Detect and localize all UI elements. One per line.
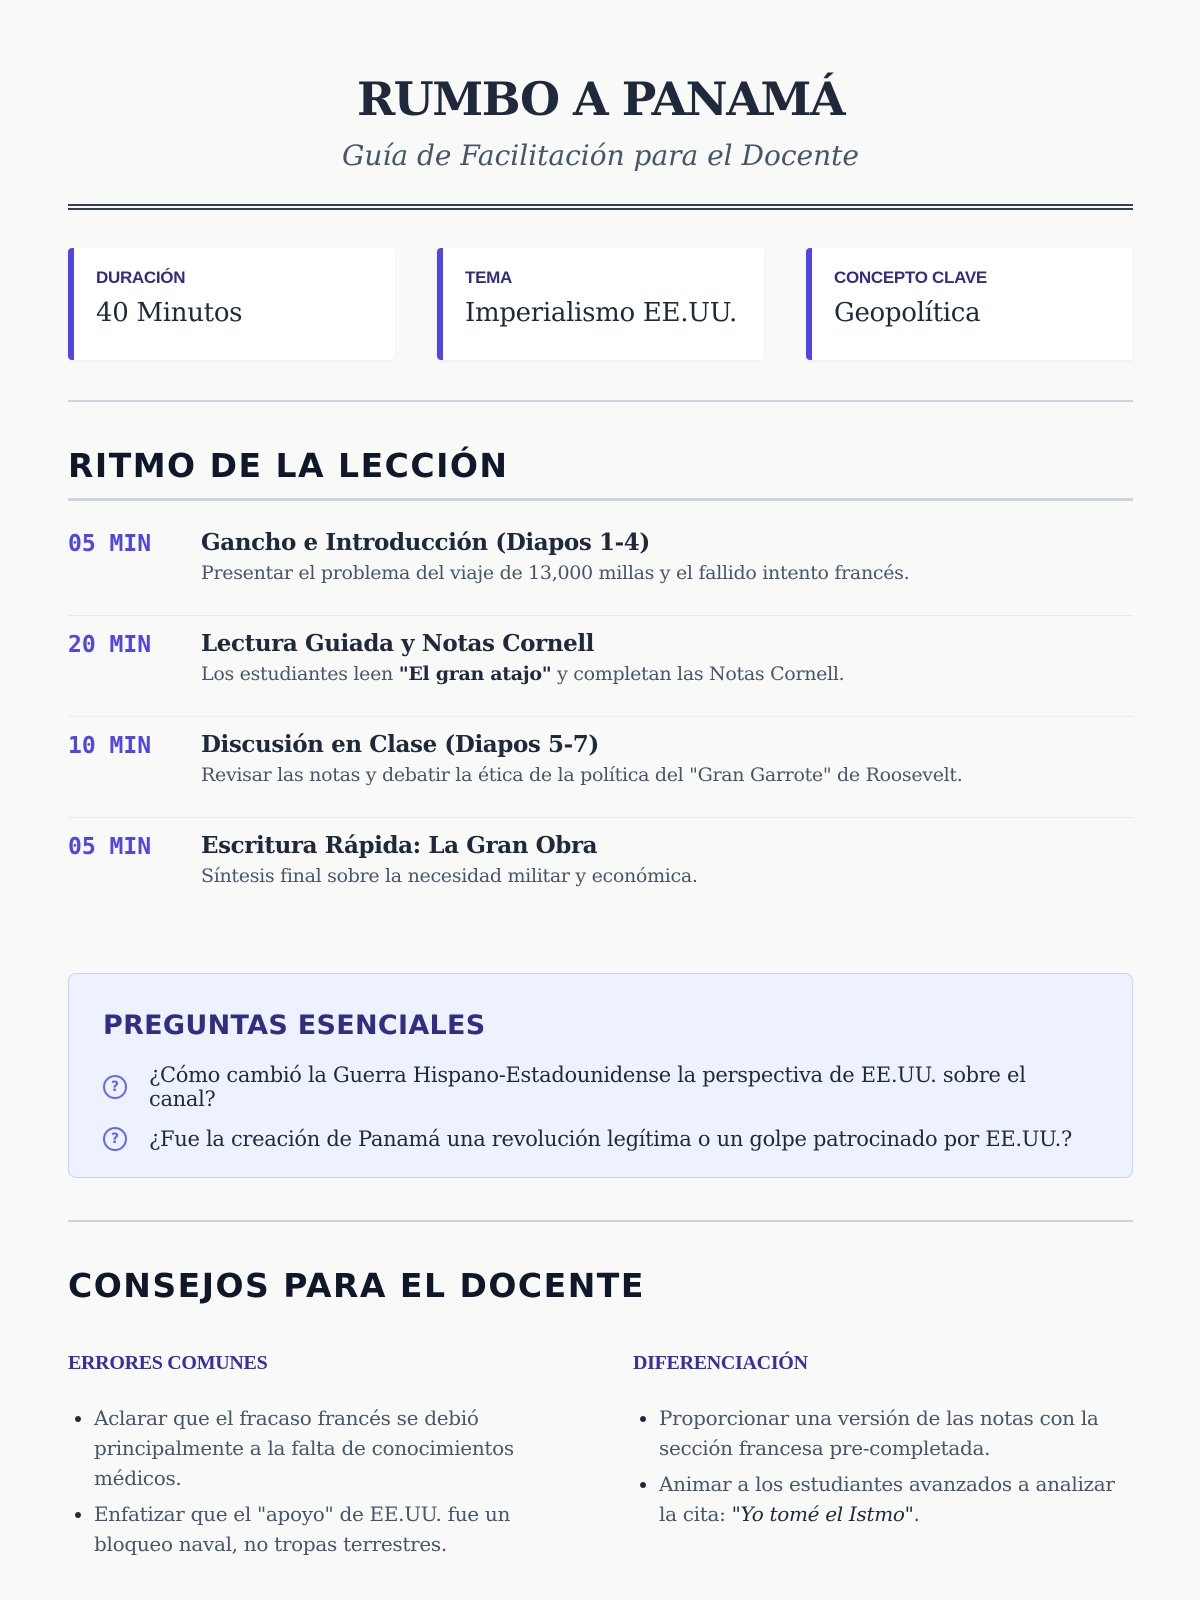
row-body (201, 529, 909, 615)
section-heading: RITMO DE LA LECCIÓN (68, 446, 509, 485)
row-title: Lectura Guiada y Notas Cornell (201, 630, 594, 657)
row-body (201, 630, 844, 716)
question-text: ¿Cómo cambió la Guerra Hispano-Estadounidense la perspectiva de EE.UU. sobre el canal? (149, 1063, 1026, 1111)
question-item (103, 1127, 1098, 1151)
column-heading: ERRORES COMUNES (68, 1352, 268, 1374)
errors-list (68, 1403, 568, 1559)
row-title: Escritura Rápida: La Gran Obra (201, 832, 598, 859)
callout-heading: PREGUNTAS ESENCIALES (103, 1010, 486, 1041)
desc-bold-title: "El gran atajo" (398, 663, 552, 685)
quote-text: "Yo tomé el Istmo" (731, 1502, 914, 1526)
row-time: 10 MIN (68, 733, 152, 759)
item-text: . (913, 1502, 920, 1526)
desc-text: Los estudiantes leen (201, 663, 399, 685)
page-header (68, 0, 1133, 176)
schedule-row (68, 515, 1133, 616)
row-body (201, 832, 698, 919)
section-heading: CONSEJOS PARA EL DOCENTE (68, 1266, 645, 1305)
schedule-row (68, 818, 1133, 919)
row-time: 05 MIN (68, 834, 152, 860)
question-circle-icon: ? (103, 1075, 127, 1099)
row-title: Discusión en Clase (Diapos 5-7) (201, 731, 599, 758)
facilitation-guide (68, 0, 1133, 1565)
schedule-row (68, 616, 1133, 717)
section-divider (68, 400, 1133, 402)
header-double-divider (68, 204, 1133, 210)
key-concept-card (806, 248, 1133, 360)
essential-questions-callout (68, 973, 1133, 1178)
list-item: • Proporcionar una versión de las notas con la sección francesa pre-completada. (659, 1403, 1133, 1463)
card-label: TEMA (465, 268, 512, 287)
list-item (659, 1469, 1133, 1529)
row-description: Presentar el problema del viaje de 13,000 millas y el fallido intento francés. (201, 562, 910, 584)
card-value: Geopolítica (834, 298, 981, 328)
schedule-row (68, 717, 1133, 818)
question-circle-icon: ? (103, 1127, 127, 1151)
column-heading: DIFERENCIACIÓN (633, 1352, 808, 1374)
item-text: Animar a los estudiantes avanzados a analizar la cita: (659, 1472, 1115, 1526)
card-value: 40 Minutos (96, 298, 243, 328)
topic-card (437, 248, 764, 360)
row-description: Revisar las notas y debatir la ética de la política del "Gran Garrote" de Roosevelt. (201, 764, 963, 786)
row-time: 20 MIN (68, 632, 152, 658)
row-title: Gancho e Introducción (Diapos 1-4) (201, 529, 650, 556)
question-item (103, 1063, 1098, 1111)
list-item: • Aclarar que el fracaso francés se debió principalmente a la falta de conocimientos médicos. (94, 1403, 568, 1493)
differentiation-list (633, 1403, 1133, 1529)
list-item: • Enfatizar que el "apoyo" de EE.UU. fue un bloqueo naval, no tropas terrestres. (94, 1499, 568, 1559)
teacher-tips-section (68, 1266, 1133, 1565)
row-description (201, 663, 844, 685)
row-time: 05 MIN (68, 531, 152, 557)
page-subtitle: Guía de Facilitación para el Docente (342, 139, 859, 172)
question-text: ¿Fue la creación de Panamá una revolución legítima o un golpe patrocinado por EE.UU.? (149, 1127, 1072, 1151)
common-errors-column (68, 1352, 568, 1565)
row-body (201, 731, 963, 817)
differentiation-column (633, 1352, 1133, 1565)
row-description: Síntesis final sobre la necesidad militar y económica. (201, 865, 698, 887)
page-title: RUMBO A PANAMÁ (356, 72, 845, 126)
info-cards (68, 248, 1133, 360)
tips-columns (68, 1352, 1133, 1565)
desc-text: y completan las Notas Cornell. (551, 663, 845, 685)
card-label: CONCEPTO CLAVE (834, 268, 987, 287)
card-label: DURACIÓN (96, 268, 186, 287)
card-value: Imperialismo EE.UU. (465, 298, 737, 328)
lesson-pacing-section (68, 446, 1133, 919)
heading-underline (68, 498, 1133, 501)
section-divider (68, 1220, 1133, 1222)
duration-card (68, 248, 395, 360)
schedule-list (68, 515, 1133, 919)
